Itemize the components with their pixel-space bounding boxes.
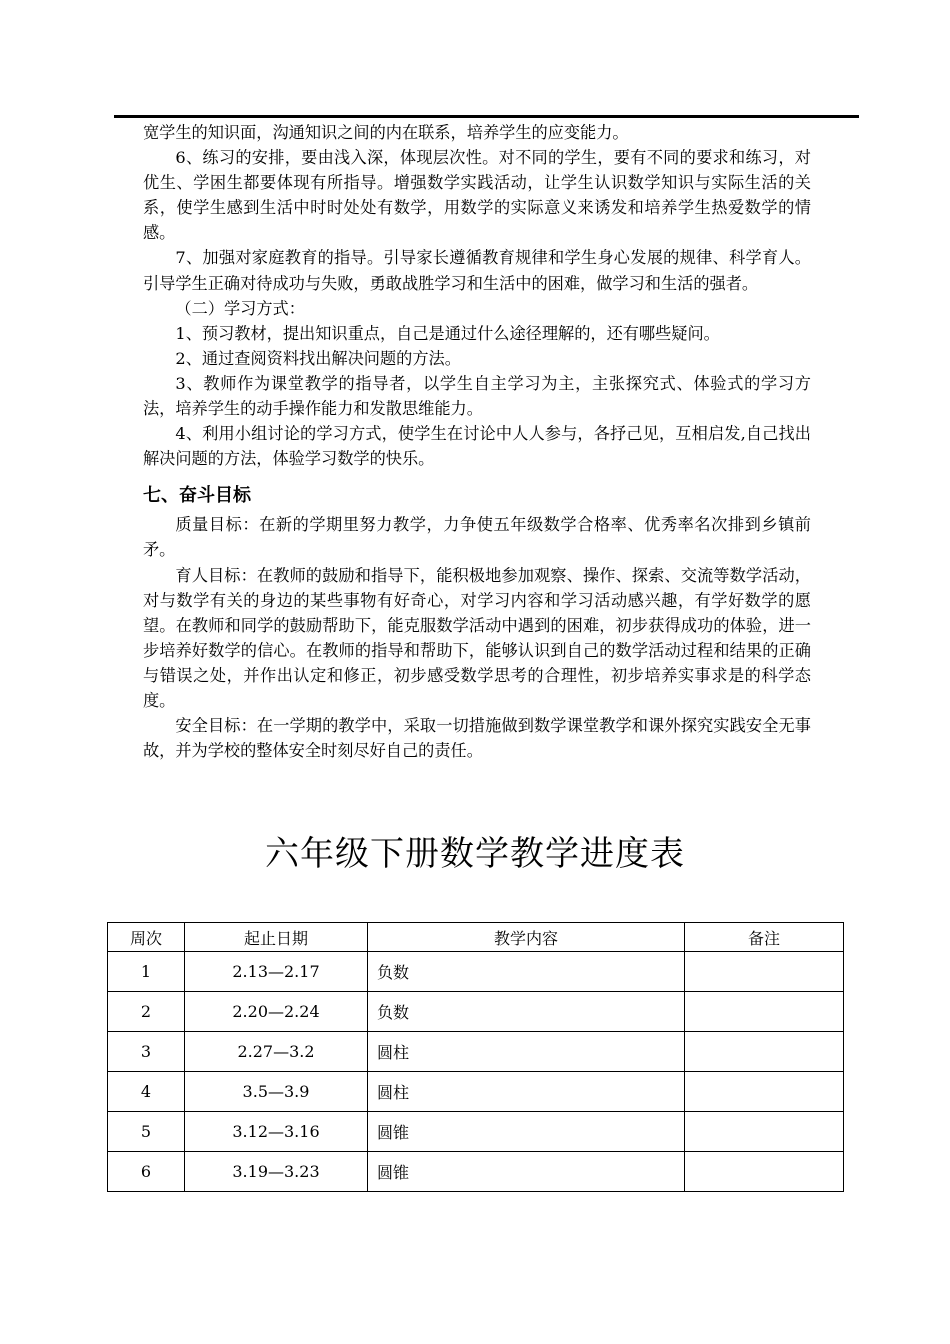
paragraph: 2、通过查阅资料找出解决问题的方法。 <box>175 348 461 368</box>
cell-note <box>685 1152 844 1192</box>
section-heading: 七、奋斗目标 <box>143 485 251 507</box>
paragraph: 安全目标：在一学期的教学中，采取一切措施做到数学课堂教学和课外探究实践安全无事故，并为学校的整体安全时刻尽好自己的责任。 <box>143 716 811 761</box>
cell-dates: 3.12—3.16 <box>185 1112 368 1152</box>
paragraph: 育人目标：在教师的鼓励和指导下，能积极地参加观察、操作、探索、交流等数学活动，对与数学有关的身边的某些事物有好奇心，对学习内容和学习活动感兴趣，有学好数学的愿望。在教师和同学的鼓励帮助下，能克服数学活动中遇到的困难，初步获得成功的体验，进一步培养好数学的信心。在教师的指导和帮助下，能够认识到自己的数学活动过程和结果的正确与错误之处，并作出认定和修正，初步感受数学思考的合理性，初步培养实事求是的科学态度。 <box>143 565 811 710</box>
schedule-title: 六年级下册数学教学进度表 <box>265 834 685 874</box>
header-rule <box>114 115 859 118</box>
cell-content <box>368 1112 685 1152</box>
table-header-row <box>108 923 844 952</box>
cell-content-text: 圆柱 <box>377 1083 410 1102</box>
header-note: 备注 <box>685 923 844 952</box>
table-row <box>108 992 844 1032</box>
cell-content-text: 圆锥 <box>377 1123 410 1142</box>
cell-content <box>368 952 685 992</box>
paragraph: 3、教师作为课堂教学的指导者，以学生自主学习为主，主张探究式、体验式的学习方法，培养学生的动手操作能力和发散思维能力。 <box>143 373 811 419</box>
paragraph: 4、利用小组讨论的学习方式，使学生在讨论中人人参与，各抒己见，互相启发,自己找出解决问题的方法，体验学习数学的快乐。 <box>143 424 811 469</box>
cell-dates: 2.13—2.17 <box>185 952 368 992</box>
cell-week: 3 <box>108 1032 185 1072</box>
schedule-table <box>107 922 844 1192</box>
paragraph: 宽学生的知识面，沟通知识之间的内在联系，培养学生的应变能力。 <box>143 123 629 142</box>
paragraph: （二）学习方式： <box>175 298 305 318</box>
cell-note <box>685 1032 844 1072</box>
table-row <box>108 952 844 992</box>
paragraph: 6、练习的安排，要由浅入深，体现层次性。对不同的学生，要有不同的要求和练习，对优生、学困生都要体现有所指导。增强数学实践活动，让学生认识数学知识与实际生活的关系，使学生感到生活中时时处处有数学，用数学的实际意义来诱发和培养学生热爱数学的情感。 <box>143 148 811 243</box>
header-week: 周次 <box>108 923 185 952</box>
cell-week: 2 <box>108 992 185 1032</box>
cell-week: 1 <box>108 952 185 992</box>
table-row <box>108 1072 844 1112</box>
cell-content <box>368 992 685 1032</box>
cell-dates: 3.5—3.9 <box>185 1072 368 1112</box>
paragraph: 7、加强对家庭教育的指导。引导家长遵循教育规律和学生身心发展的规律、科学育人。引导学生正确对待成功与失败，勇敢战胜学习和生活中的困难，做学习和生活的强者。 <box>143 248 811 293</box>
cell-note <box>685 1112 844 1152</box>
cell-content <box>368 1152 685 1192</box>
cell-dates: 2.20—2.24 <box>185 992 368 1032</box>
cell-content-text: 负数 <box>377 963 410 982</box>
cell-content-text: 负数 <box>377 1003 410 1022</box>
paragraph: 1、预习教材，提出知识重点，自己是通过什么途径理解的，还有哪些疑问。 <box>175 323 720 343</box>
cell-content-text: 圆柱 <box>377 1043 410 1062</box>
table-row <box>108 1112 844 1152</box>
cell-week: 4 <box>108 1072 185 1112</box>
cell-week: 6 <box>108 1152 185 1192</box>
header-dates: 起止日期 <box>185 923 368 952</box>
cell-dates: 3.19—3.23 <box>185 1152 368 1192</box>
cell-note <box>685 952 844 992</box>
header-content: 教学内容 <box>368 923 685 952</box>
cell-content <box>368 1072 685 1112</box>
table-row <box>108 1152 844 1192</box>
cell-content-text: 圆锥 <box>377 1163 410 1182</box>
document-body <box>143 120 811 763</box>
table-row <box>108 1032 844 1072</box>
cell-week: 5 <box>108 1112 185 1152</box>
cell-dates: 2.27—3.2 <box>185 1032 368 1072</box>
paragraph: 质量目标：在新的学期里努力教学，力争使五年级数学合格率、优秀率名次排到乡镇前矛。 <box>143 515 811 560</box>
cell-note <box>685 992 844 1032</box>
cell-note <box>685 1072 844 1112</box>
cell-content <box>368 1032 685 1072</box>
